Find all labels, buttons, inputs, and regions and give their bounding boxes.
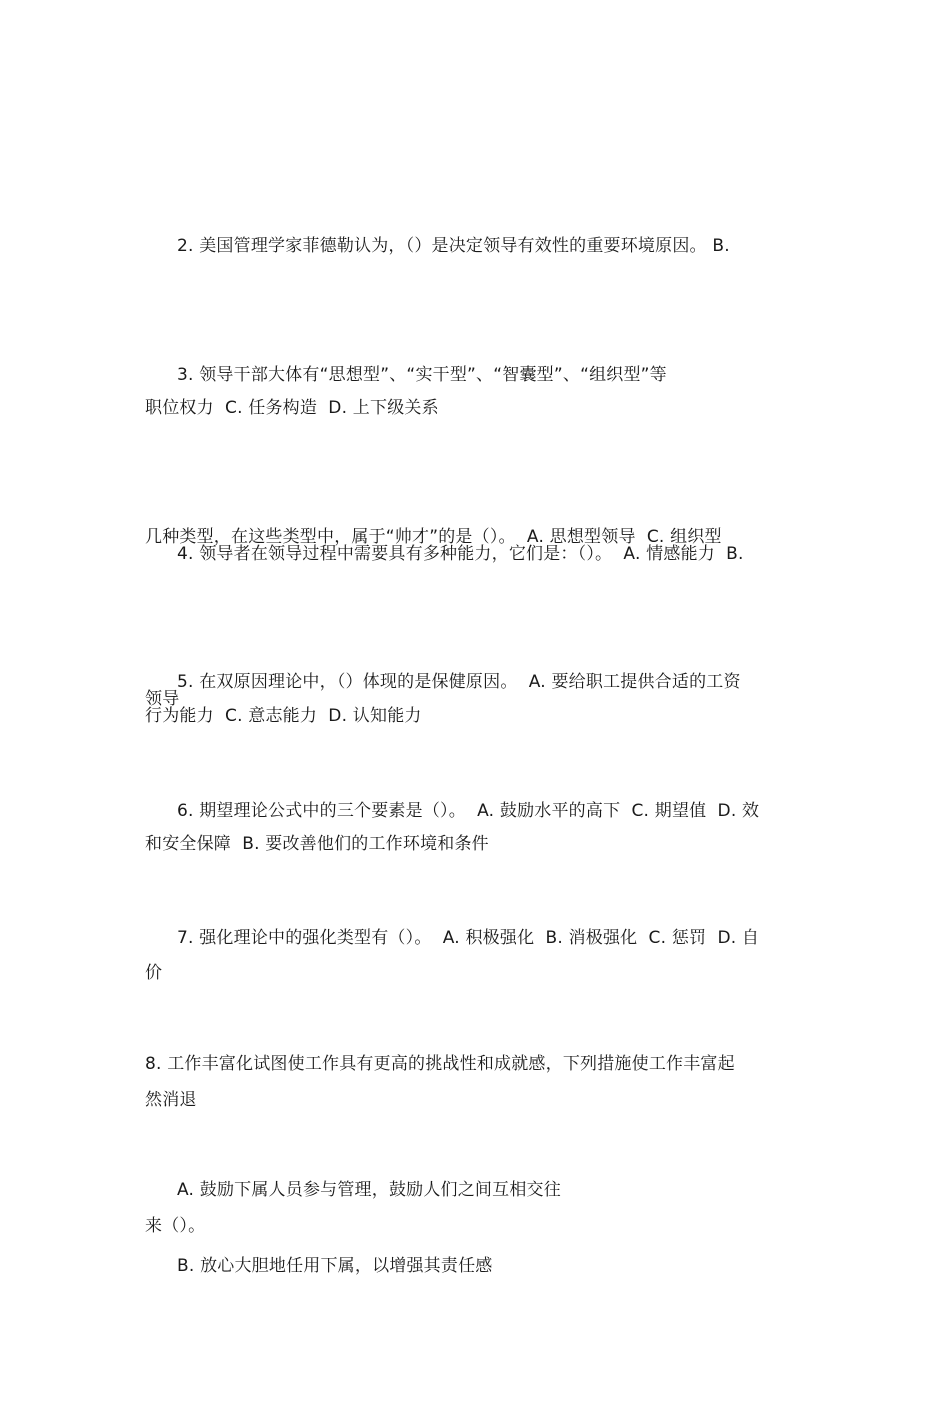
question-7-line-2: 然消退	[145, 1090, 197, 1110]
question-6-line-1: 6. 期望理论公式中的三个要素是（）。 A. 鼓励水平的高下 C. 期望值 D. 效	[177, 801, 760, 821]
question-2-line-1: 2. 美国管理学家菲德勒认为，（）是决定领导有效性的重要环境原因。 B.	[177, 236, 730, 256]
question-2-line-2: 职位权力 C. 任务构造 D. 上下级关系	[145, 398, 439, 418]
question-8-line-1: 8. 工作丰富化试图使工作具有更高的挑战性和成就感，下列措施使工作丰富起	[145, 1054, 735, 1074]
question-8-option-b	[145, 1131, 810, 1401]
question-4-line-2: 行为能力 C. 意志能力 D. 认知能力	[145, 706, 422, 726]
question-4-line-1: 4. 领导者在领导过程中需要具有多种能力，它们是：（）。 A. 情感能力 B.	[177, 544, 744, 564]
question-8-line-2: 来（）。	[145, 1216, 206, 1236]
question-6-line-2: 价	[145, 963, 163, 983]
question-5-line-2: 和安全保障 B. 要改善他们的工作环境和条件	[145, 834, 489, 854]
question-3-line-1: 3. 领导干部大体有“思想型”、“实干型”、“智囊型”、“组织型”等	[177, 365, 667, 385]
question-7-line-1: 7. 强化理论中的强化类型有（）。 A. 积极强化 B. 消极强化 C. 惩罚 D. 自	[177, 928, 760, 948]
question-3-line-3: 领导	[145, 689, 180, 709]
question-3-line-2: 几种类型，在这些类型中，属于“帅才”的是（）。 A. 思想型领导 C. 组织型	[145, 527, 722, 547]
question-5-line-1: 5. 在双原因理论中，（）体现的是保健原因。 A. 要给职工提供合适的工资	[177, 672, 741, 692]
option-b-text: B. 放心大胆地任用下属，以增强其责任感	[177, 1256, 493, 1276]
option-a-text: A. 鼓励下属人员参与管理，鼓励人们之间互相交往	[177, 1180, 561, 1200]
